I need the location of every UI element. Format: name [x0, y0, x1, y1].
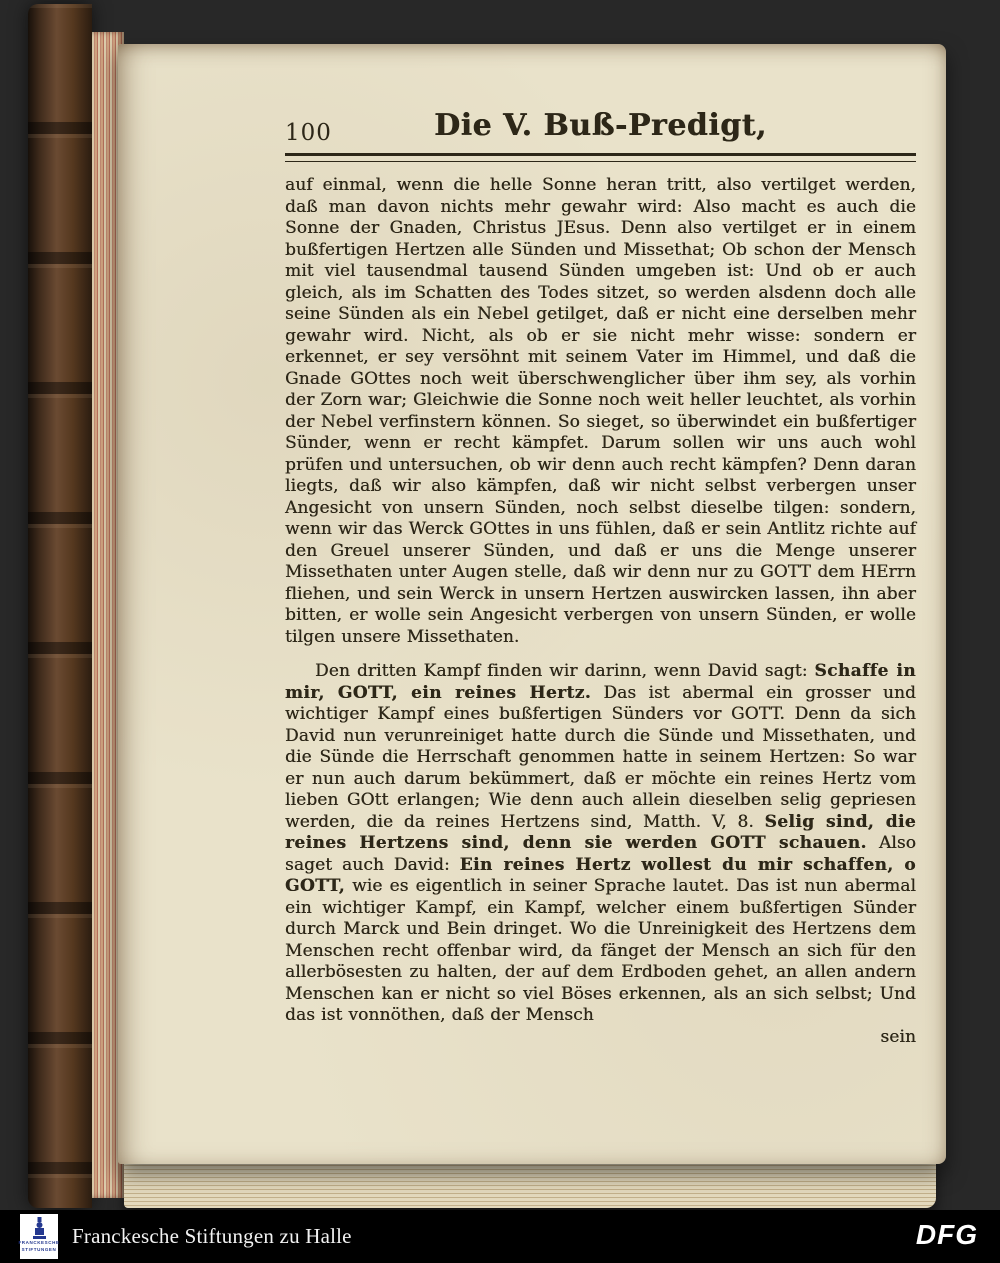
scanned-page [118, 44, 946, 1164]
page-title: Die V. Buß-Predigt, [434, 108, 767, 143]
body-text-run: Also saget auch David: [285, 833, 916, 875]
dfg-logo: DFG [915, 1219, 978, 1250]
emphasized-text: Selig sind, die reines Hertzens sind, denn sie werden GOTT schauen. [285, 811, 916, 853]
logo-text-line1: FRANCKESCHE [18, 1240, 60, 1245]
franckesche-stiftungen-logo [20, 1214, 58, 1259]
page-header [285, 108, 916, 148]
header-rule [285, 153, 916, 162]
body-text-run: wie es eigentlich in seiner Sprache lautet. Das ist nun abermal ein wichtiger Kampf, ein Kampf, welcher einem bußfertigen Sünder durch Marck und Bein dringet. Wo die Unreinigkeit des Hertzens dem Menschen recht offenbar wird, da fänget der Mensch an sich für den allerbösesten zu halten, der auf dem Erdboden gehet, an allen andern Menschen kan er nicht so viel Böses erkennen, als an sich selbst; Und das ist vonnöthen, daß der Mensch [285, 876, 916, 1025]
body-text-run: Das ist abermal ein grosser und wichtiger Kampf eines bußfertigen Sünders vor GOTT. Denn da sich David nun verunreiniget hatte durch die Sünde und Missethaten, und die Sünde die Herrschaft genommen hatte in seinem Hertzen: So war er nun auch darum bekümmert, daß er möchte ein reines Hertz vom lieben GOtt erlangen; Wie denn auch allein dieselben selig gepriesen werden, die da reines Hertzens sind, Matth. V, 8. [285, 682, 916, 832]
body-text-run: Den dritten Kampf finden wir darinn, wenn David sagt: [315, 661, 815, 681]
footer-bar [0, 1210, 1000, 1263]
library-name: Franckesche Stiftungen zu Halle [72, 1224, 352, 1248]
logo-text-line2: STIFTUNGEN [21, 1246, 57, 1252]
spine-bands [28, 4, 92, 1208]
book-spine [28, 4, 92, 1208]
emphasized-text: Ein reines Hertz wollest du mir schaffen, o GOTT, [285, 854, 916, 896]
page-number: 100 [285, 120, 332, 146]
paragraph-1: auf einmal, wenn die helle Sonne heran tritt, also vertilget werden, daß man davon nichts mehr gewahr wird: Also macht es auch die Sonne der Gnaden, Christus JEsus. Denn also vertilget er in einem bußfertigen Hertzen alle Sünden und Missethat; Ob schon der Mensch mit viel tausendmal tausend Sünden umgeben ist: Und ob er auch gleich, als im Schatten des Todes sitzet, so werden alsdenn doch alle seine Sünden als ein Nebel getilget, daß er nicht eine derselben mehr gewahr wird. Nicht, als ob er sie nicht mehr wisse: sondern er erkennet, er sey versöhnt mit seinem Vater im Himmel, und daß die Gnade GOttes noch weit überschwenglicher über ihm sey, als vorhin der Zorn war; Gleichwie die Sonne noch weit heller leuchtet, als vorhin der Nebel verfinstern können. So sieget, so überwindet ein bußfertiger Sünder, wenn er recht kämpfet. Darum sollen wir uns auch wohl prüfen und untersuchen, ob wir denn auch recht kämpfen? Denn daran liegts, daß wir also kämpfen, daß wir nicht selbst verbergen unser Angesicht von unsern Sünden, noch selbst dieselbe tilgen: sondern, wenn wir das Werck GOttes in uns fühlen, daß er sein Antlitz richte auf den Greuel unserer Sünden, und daß er uns die Menge unserer Missethaten unter Augen stelle, daß wir denn nur zu GOTT dem HErrn fliehen, und sein Werck in unsern Hertzen auswircken lassen, ihn aber bitten, er wolle sein Angesicht verbergen von unsern Sünden, er wolle tilgen unsere Missethaten. [285, 175, 916, 647]
franckesche-emblem-icon [32, 1217, 47, 1239]
page-stack-bottom-edge [124, 1162, 936, 1208]
paragraph-2 [285, 661, 916, 1027]
emphasized-text: Schaffe in mir, GOTT, ein reines Hertz. [285, 661, 916, 703]
catchword: sein [880, 1026, 916, 1047]
